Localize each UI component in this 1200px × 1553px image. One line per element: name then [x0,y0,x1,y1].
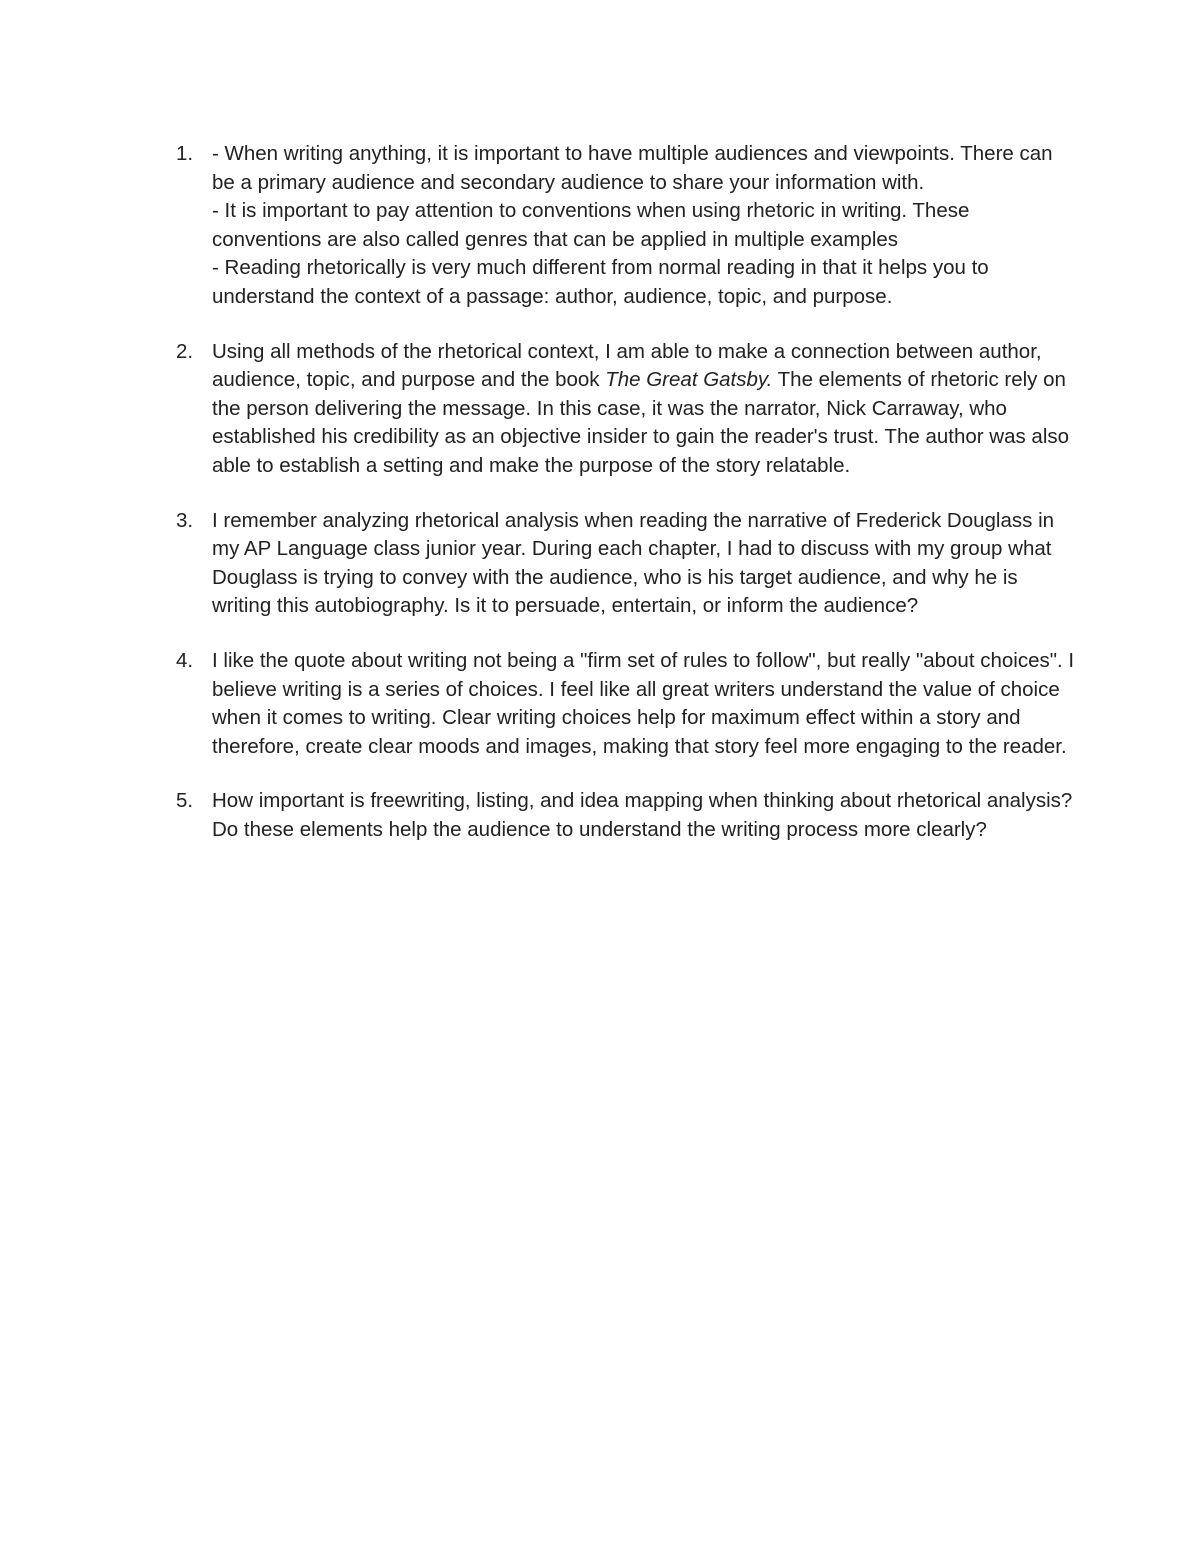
list-item-body [212,338,1076,481]
list-item-4 [176,647,1076,761]
paragraph-text: Using all methods of the rhetorical context, I am able to make a connection between author, audience, topic, and purpose and the book [212,339,1042,392]
paragraph-text: The elements of rhetoric rely on the person delivering the message. In this case, it was the narrator, Nick Carraway, who established his credibility as an objective insider to gain the reader's trust. The author was also able to establish a setting and make the purpose of the story relatable. [212,368,1070,477]
paragraph-line: - When writing anything, it is important to have multiple audiences and viewpoints. There can be a primary audience and secondary audience to share your information with. [212,142,1053,194]
paragraph-text: I like the quote about writing not being a "firm set of rules to follow", but really "about choices". I believe writing is a series of choices. I feel like all great writers understand the value of choice when it comes to writing. Clear writing choices help for maximum effect within a story and therefore, create clear moods and images, making that story feel more engaging to the reader. [212,648,1075,758]
paragraph-text: I remember analyzing rhetorical analysis when reading the narrative of Frederick Douglass in my AP Language class junior year. During each chapter, I had to discuss with my group what Douglass is trying to convey with the audience, who is his target audience, and why he is writing this autobiography. Is it to persuade, entertain, or inform the audience? [212,508,1055,618]
paragraph-line: - It is important to pay attention to conventions when using rhetoric in writing. These conventions are also called genres that can be applied in multiple examples [212,199,970,251]
list-number: 3. [176,508,194,532]
list-number: 1. [176,142,194,165]
numbered-answer-list [176,140,1076,870]
list-item-1 [176,140,1076,312]
list-number: 4. [176,648,194,672]
list-item-body [212,140,1076,312]
book-title: The Great Gatsby. [605,368,773,392]
list-item-3 [176,507,1076,621]
paragraph-text: How important is freewriting, listing, and idea mapping when thinking about rhetorical analysis? Do these elements help the audience to understand the writing process more clearly? [212,789,1073,841]
list-item-2 [176,338,1076,481]
list-number: 2. [176,339,194,363]
list-item-5 [176,787,1076,844]
list-number: 5. [176,789,194,813]
paragraph-line: - Reading rhetorically is very much different from normal reading in that it helps you to understand the context of a passage: author, audience, topic, and purpose. [212,256,989,308]
